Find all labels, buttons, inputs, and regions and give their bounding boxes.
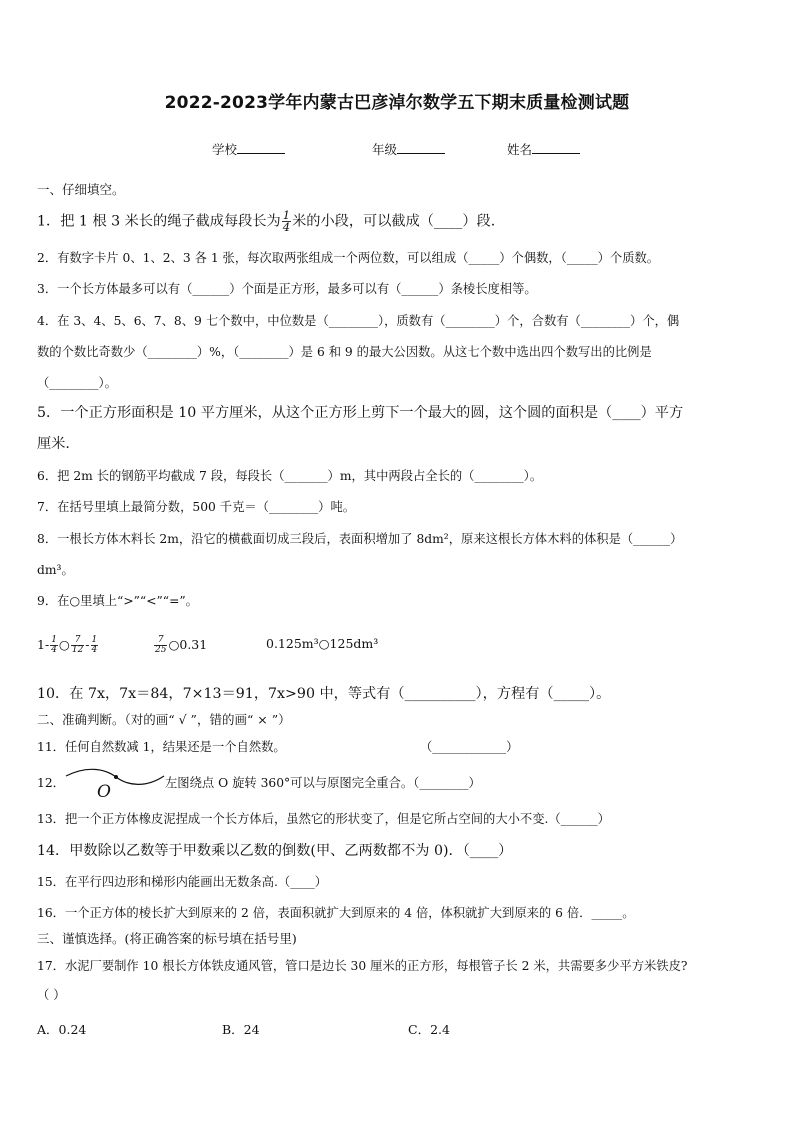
center-point <box>114 775 118 779</box>
compare-circle[interactable]: ○ <box>58 637 70 652</box>
grade-label: 年级 <box>372 142 398 157</box>
comparison-1-prefix: 1- <box>37 637 50 652</box>
school-label: 学校 <box>212 142 238 157</box>
comparison-2 <box>153 636 207 655</box>
school-field <box>212 140 285 158</box>
fraction-numerator: 1 <box>51 635 57 645</box>
question-16: 16．一个正方体的棱长扩大到原来的 2 倍，表面积就扩大到原来的 4 倍，体积就扩大到原来的 6 倍．_____。 <box>37 906 635 920</box>
question-1-text-a: 1．把 1 根 3 米长的绳子截成每段长为 <box>37 213 281 230</box>
section-fill-blank: 一、仔细填空。 <box>37 182 125 197</box>
fraction-numerator: 7 <box>154 636 167 646</box>
question-3: 3．一个长方体最多可以有（______）个面是正方形，最多可以有（______）条棱长度相等。 <box>37 282 537 296</box>
section-choice: 三、谨慎选择。(将正确答案的标号填在括号里) <box>37 931 297 946</box>
question-17: 17．水泥厂要制作 10 根长方体铁皮通风管，管口是边长 30 厘米的正方形，每根管子长 2 米，共需要多少平方米铁皮? <box>37 959 688 973</box>
name-field <box>507 140 580 158</box>
question-9: 9．在○里填上“>”“<”“=”。 <box>37 594 198 608</box>
question-2: 2．有数字卡片 0、1、2、3 各 1 张，每次取两张组成一个两位数，可以组成（_____）个偶数，（_____）个质数。 <box>37 251 660 265</box>
question-11-blank[interactable]: （____________） <box>420 740 519 754</box>
fraction <box>71 636 84 655</box>
document-title: 2022-2023学年内蒙古巴彦淖尔数学五下期末质量检测试题 <box>164 93 630 113</box>
question-4-line-3: （________）。 <box>37 376 117 390</box>
minus-sign: - <box>85 637 90 652</box>
question-10: 10．在 7x，7x＝84，7×13＝91，7x>90 中，等式有（__________），方程有（_____）。 <box>37 686 611 702</box>
rotation-curve-figure <box>64 764 166 798</box>
question-4-line-2: 数的个数比奇数少（________）%，（________）是 6 和 9 的最大公因数。从这七个数中选出四个数写出的比例是 <box>37 345 652 359</box>
question-6: 6．把 2m 长的钢筋平均截成 7 段，每段长（_______）m，其中两段占全长的（________）。 <box>37 469 543 483</box>
question-1 <box>37 210 495 233</box>
fraction <box>50 636 58 655</box>
question-12-text: 左图绕点 O 旋转 360°可以与原图完全重合。（________） <box>165 776 481 790</box>
question-4-line-1: 4．在 3、4、5、6、7、8、9 七个数中，中位数是（________），质数有（________）个，合数有（________）个，偶 <box>37 314 680 328</box>
question-5-line-1: 5．一个正方形面积是 10 平方厘米，从这个正方形上剪下一个最大的圆，这个圆的面积是（____）平方 <box>37 405 684 421</box>
fraction-denominator: 4 <box>51 645 57 655</box>
question-12-number: 12． <box>37 776 65 790</box>
fraction-one-quarter <box>282 210 291 233</box>
question-8-line-1: 8．一根长方体木料长 2m，沿它的横截面切成三段后，表面积增加了 8dm²，原来这根长方体木料的体积是（______） <box>37 532 683 546</box>
fraction <box>154 636 167 655</box>
comparison-2-rest: ○0.31 <box>168 637 208 652</box>
question-7: 7．在括号里填上最简分数，500 千克＝（________）吨。 <box>37 500 356 514</box>
fraction-denominator: 12 <box>71 645 84 655</box>
question-15: 15．在平行四边形和梯形内能画出无数条高.（____） <box>37 875 328 889</box>
section-judgement: 二、准确判断。（对的画“ √ ”，错的画“ × ”） <box>37 712 291 727</box>
question-1-text-b: 米的小段，可以截成（____）段. <box>292 213 496 230</box>
question-14: 14．甲数除以乙数等于甲数乘以乙数的倒数(甲、乙两数都不为 0)．（____） <box>37 843 513 859</box>
fraction <box>91 636 99 655</box>
comparison-3: 0.125m³○125dm³ <box>266 636 379 651</box>
name-label: 姓名 <box>507 142 533 157</box>
fraction-denominator: 4 <box>91 645 98 655</box>
option-a[interactable]: A．0.24 <box>37 1022 87 1037</box>
question-5-line-2: 厘米. <box>37 436 70 452</box>
grade-field <box>372 140 445 158</box>
question-17-answer-paren[interactable]: （ ） <box>37 988 66 1002</box>
question-8-line-2: dm³。 <box>37 563 74 577</box>
school-blank[interactable] <box>237 141 285 154</box>
fraction-numerator: 1 <box>91 635 98 645</box>
name-blank[interactable] <box>532 141 580 154</box>
fraction-denominator: 25 <box>155 645 167 655</box>
question-13: 13．把一个正方体橡皮泥捏成一个长方体后，虽然它的形状变了，但是它所占空间的大小不变.（______） <box>37 812 610 826</box>
grade-blank[interactable] <box>397 141 445 154</box>
point-o-label: O <box>97 782 111 798</box>
option-c[interactable]: C．2.4 <box>408 1022 450 1037</box>
question-11: 11．任何自然数减 1，结果还是一个自然数。 <box>37 740 286 754</box>
fraction-denominator: 4 <box>282 220 291 234</box>
fraction-numerator: 1 <box>282 208 291 222</box>
fraction-numerator: 7 <box>71 636 84 646</box>
option-b[interactable]: B．24 <box>222 1022 260 1037</box>
comparison-1 <box>37 636 99 655</box>
